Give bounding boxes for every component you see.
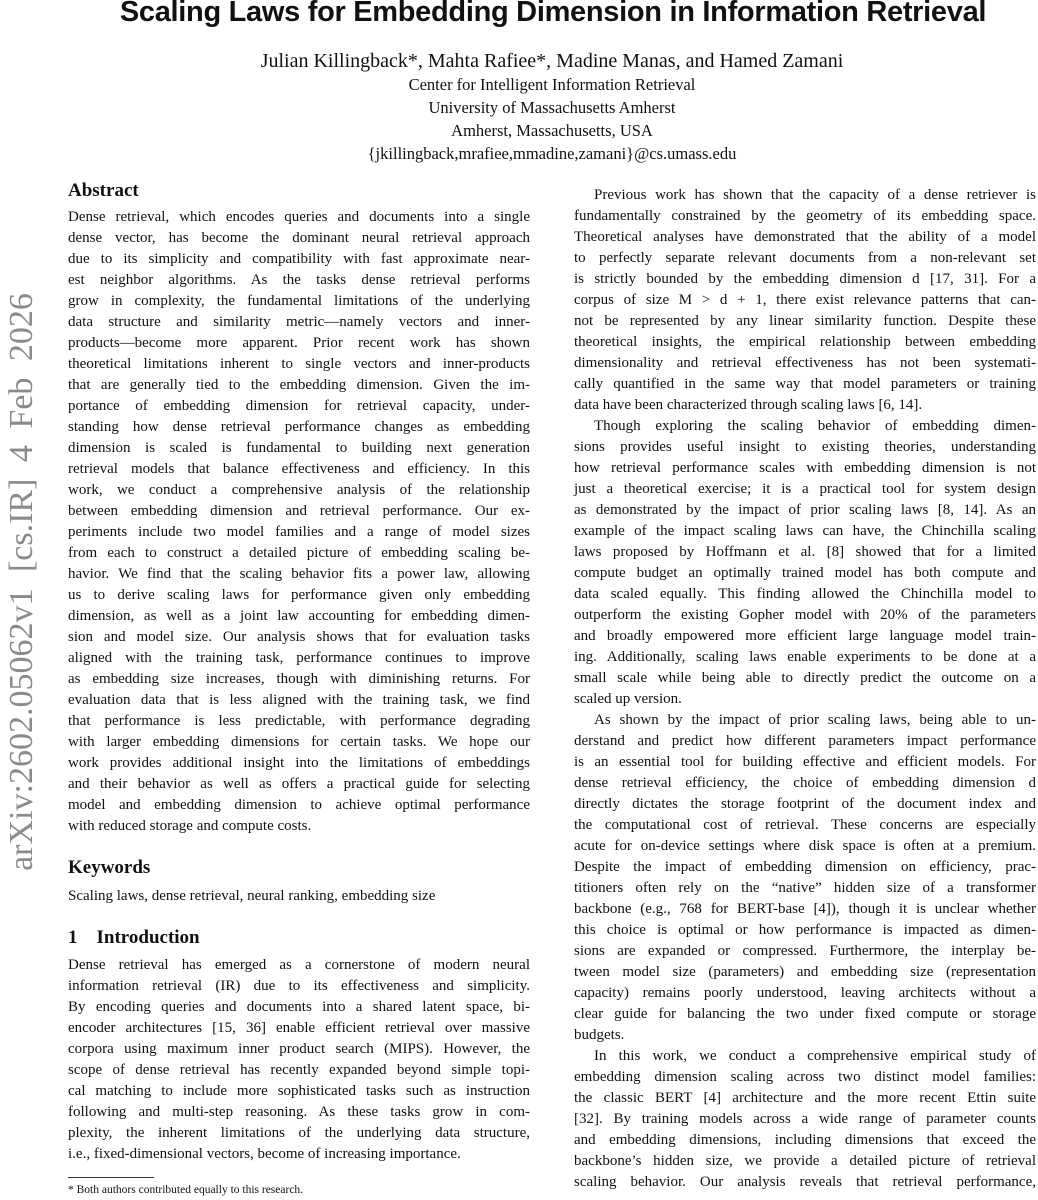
paragraph (574, 710, 1036, 1046)
text-line: scaled up version. (574, 691, 682, 707)
text-line: corpora using maximum inner product search (MIPS). However, the (68, 1041, 530, 1057)
text-line: sion and model size. Our analysis shows that for evaluation tasks (68, 629, 530, 645)
text-line: capacity) remains poorly understood, leaving architects without a (574, 985, 1036, 1001)
text-line: plexity, the inherent limitations of the underlying data structure, (68, 1125, 530, 1141)
affiliation-center: Center for Intelligent Information Retrieval (408, 75, 696, 94)
introduction-heading: 1 Introduction (68, 927, 200, 948)
text-line: that are generally tied to the embedding dimension. Given the im- (68, 377, 530, 393)
text-line: theoretical insights, the empirical relationship between embedding (574, 334, 1036, 350)
keywords-body (68, 886, 530, 907)
text-line: is an essential tool for building effective and efficient models. For (574, 754, 1036, 770)
affiliation-location: Amherst, Massachusetts, USA (451, 121, 653, 140)
text-line: work, we conduct a comprehensive analysis of the relationship (68, 482, 530, 498)
text-line: Previous work has shown that the capacity of a dense retriever is (594, 187, 1036, 203)
text-line: [32]. By training models across a wide range of parameter counts (574, 1111, 1036, 1127)
text-line: how retrieval performance scales with embedding dimension is not (574, 460, 1036, 476)
abstract-body (68, 207, 530, 837)
author-emails: {jkillingback,mrafiee,mmadine,zamani}@cs.umass.edu (367, 144, 737, 163)
paper-title: Scaling Laws for Embedding Dimension in Information Retrieval (119, 0, 987, 28)
text-line: from each to construct a detailed picture of embedding scaling be- (68, 545, 530, 561)
text-line: information retrieval (IR) due to its effectiveness and simplicity. (68, 978, 530, 994)
text-line: due to its simplicity and compatibility with fast approximate near- (68, 251, 530, 267)
text-line: Despite the impact of embedding dimension on efficiency, prac- (574, 859, 1036, 875)
text-line: Though exploring the scaling behavior of embedding dimen- (594, 418, 1036, 434)
text-line: laws proposed by Hoffmann et al. [8] showed that for a limited (574, 544, 1036, 560)
text-line: products—become more apparent. Prior recent work has shown (68, 335, 530, 351)
text-line: backbone (e.g., 768 for BERT-base [4]), though it is unclear whether (574, 901, 1036, 917)
text-line: and their behavior as well as offers a practical guide for selecting (68, 776, 530, 792)
text-line: Scaling laws, dense retrieval, neural ranking, embedding size (68, 888, 436, 904)
text-line: i.e., fixed-dimensional vectors, become of increasing importance. (68, 1146, 461, 1162)
text-line: fundamentally constrained by the geometry of its embedding space. (574, 208, 1036, 224)
text-line: As shown by the impact of prior scaling laws, being able to un- (594, 712, 1036, 728)
text-line: embedding dimension scaling across two distinct model families: (574, 1069, 1036, 1085)
text-line: portance of embedding dimension for retrieval capacity, under- (68, 398, 530, 414)
text-line: work provides additional insight into the limitations of embeddings (68, 755, 530, 771)
text-line: not be represented by any linear similarity function. Despite these (574, 313, 1036, 329)
text-line: havior. We find that the scaling behavior fits a power law, allowing (68, 566, 530, 582)
text-line: Theoretical analyses have demonstrated that the ability of a model (574, 229, 1036, 245)
text-line: encoder architectures [15, 36] enable efficient retrieval over massive (68, 1020, 530, 1036)
text-line: By encoding queries and documents into a shared latent space, bi- (68, 999, 530, 1015)
text-line: as demonstrated by the impact of prior scaling laws [8, 14]. As an (574, 502, 1036, 518)
text-line: In this work, we conduct a comprehensive empirical study of (594, 1048, 1036, 1064)
text-line: sions provides useful insight to existing theories, understanding (574, 439, 1036, 455)
text-line: and embedding dimensions, including dimensions that exceed the (574, 1132, 1036, 1148)
text-line: scope of dense retrieval has recently expanded beyond simple topi- (68, 1062, 530, 1078)
paragraph (574, 1046, 1036, 1193)
text-line: budgets. (574, 1027, 625, 1043)
text-line: periments include two model families and a range of model sizes (68, 524, 530, 540)
authors: Julian Killingback*, Mahta Rafiee*, Madine Manas, and Hamed Zamani (260, 50, 844, 72)
paragraph (68, 955, 530, 1165)
text-line: dimension is scaled is fundamental to building next generation (68, 440, 530, 456)
text-line: dense retrieval efficiency, the choice of embedding dimension d (574, 775, 1036, 791)
text-line: tween model size (parameters) and embedding size (representation (574, 964, 1036, 980)
text-line: directly dictates the storage footprint of the document index and (574, 796, 1036, 812)
text-line: between embedding dimension and retrieval performance. Our ex- (68, 503, 530, 519)
text-line: data structure and similarity metric—namely vectors and inner- (68, 314, 530, 330)
text-line: with reduced storage and compute costs. (68, 818, 312, 834)
text-line: and broadly empowered more efficient large language model train- (574, 628, 1036, 644)
text-line: theoretical limitations inherent to single vectors and inner-products (68, 356, 530, 372)
text-line: clear guide for balancing the two under fixed compute or storage (574, 1006, 1036, 1022)
text-line: ing. Additionally, scaling laws enable experiments to be done at a (574, 649, 1036, 665)
text-line: the classic BERT [4] architecture and the more recent Ettin suite (574, 1090, 1036, 1106)
affiliation-university: University of Massachusetts Amherst (428, 98, 676, 117)
text-line: cally quantified in the same way that model parameters or training (574, 376, 1036, 392)
text-line: dense vector, has become the dominant neural retrieval approach (68, 230, 530, 246)
text-line: Dense retrieval has emerged as a cornerstone of modern neural (68, 957, 530, 973)
text-line: Dense retrieval, which encodes queries and documents into a single (68, 209, 530, 225)
footnote: * Both authors contributed equally to this research. (68, 1184, 304, 1196)
text-line: us to derive scaling laws for performance given only embedding (68, 587, 530, 603)
arxiv-identifier: arXiv:2602.05062v1 [cs.IR] 4 Feb 2026 (3, 293, 40, 871)
text-line: as embedding size increases, though with diminishing returns. For (68, 671, 530, 687)
text-line: evaluation data that is less aligned with the training task, we find (68, 692, 530, 708)
text-line: acute for on-device settings where disk space is often at a premium. (574, 838, 1036, 854)
text-line: the computational cost of retrieval. These concerns are especially (574, 817, 1036, 833)
text-line: standing how dense retrieval performance changes as embedding (68, 419, 530, 435)
text-line: data have been characterized through scaling laws [6, 14]. (574, 397, 923, 413)
abstract-heading: Abstract (68, 180, 139, 201)
text-line: sions are expanded or compressed. Furthermore, the interplay be- (574, 943, 1036, 959)
paragraph (68, 207, 530, 837)
text-line: data scaled equally. This finding allowed the Chinchilla model to (574, 586, 1036, 602)
introduction-body-right (574, 185, 1036, 1193)
keywords-heading: Keywords (68, 857, 151, 878)
text-line: retrieval models that balance effectiveness and efficiency. In this (68, 461, 530, 477)
paragraph (574, 185, 1036, 416)
paragraph (574, 416, 1036, 710)
text-line: model and embedding dimension to achieve optimal performance (68, 797, 530, 813)
text-line: scaling behavior. Our analysis reveals that retrieval performance, (574, 1174, 1036, 1190)
text-line: this choice is optimal or how performance is impacted as dimen- (574, 922, 1036, 938)
text-line: example of the impact scaling laws can have, the Chinchilla scaling (574, 523, 1036, 539)
text-line: cal matching to include more sophisticated tasks such as instruction (68, 1083, 530, 1099)
text-line: titioners often rely on the “native” hidden size of a transformer (574, 880, 1036, 896)
introduction-body-left (68, 955, 530, 1165)
text-line: outperform the existing Gopher model with 20% of the parameters (574, 607, 1036, 623)
text-line: with larger embedding dimensions for certain tasks. We hope our (68, 734, 530, 750)
text-line: est neighbor algorithms. As the tasks dense retrieval performs (68, 272, 530, 288)
text-line: just a theoretical exercise; it is a practical tool for system design (574, 481, 1036, 497)
text-line: backbone’s hidden size, we provide a detailed picture of retrieval (574, 1153, 1036, 1169)
text-line: following and multi-step reasoning. As these tasks grow in com- (68, 1104, 530, 1120)
text-line: grow in complexity, the fundamental limitations of the underlying (68, 293, 530, 309)
text-line: compute budget an optimally trained model has both compute and (574, 565, 1036, 581)
footnote-divider (68, 1177, 154, 1178)
paragraph (68, 886, 530, 907)
text-line: derstand and predict how different parameters impact performance (574, 733, 1036, 749)
text-line: aligned with the training task, performance continues to improve (68, 650, 530, 666)
text-line: to perfectly separate relevant documents from a non-relevant set (574, 250, 1036, 266)
text-line: dimensionality and retrieval effectiveness has not been systemati- (574, 355, 1036, 371)
text-line: dimension, as well as a joint law accounting for embedding dimen- (68, 608, 530, 624)
text-line: that performance is less predictable, with performance degrading (68, 713, 530, 729)
text-line: corpus of size M > d + 1, there exist relevance patterns that can- (574, 292, 1036, 308)
text-line: is strictly bounded by the embedding dimension d [17, 31]. For a (574, 271, 1036, 287)
text-line: small scale while being able to directly predict the outcome on a (574, 670, 1036, 686)
